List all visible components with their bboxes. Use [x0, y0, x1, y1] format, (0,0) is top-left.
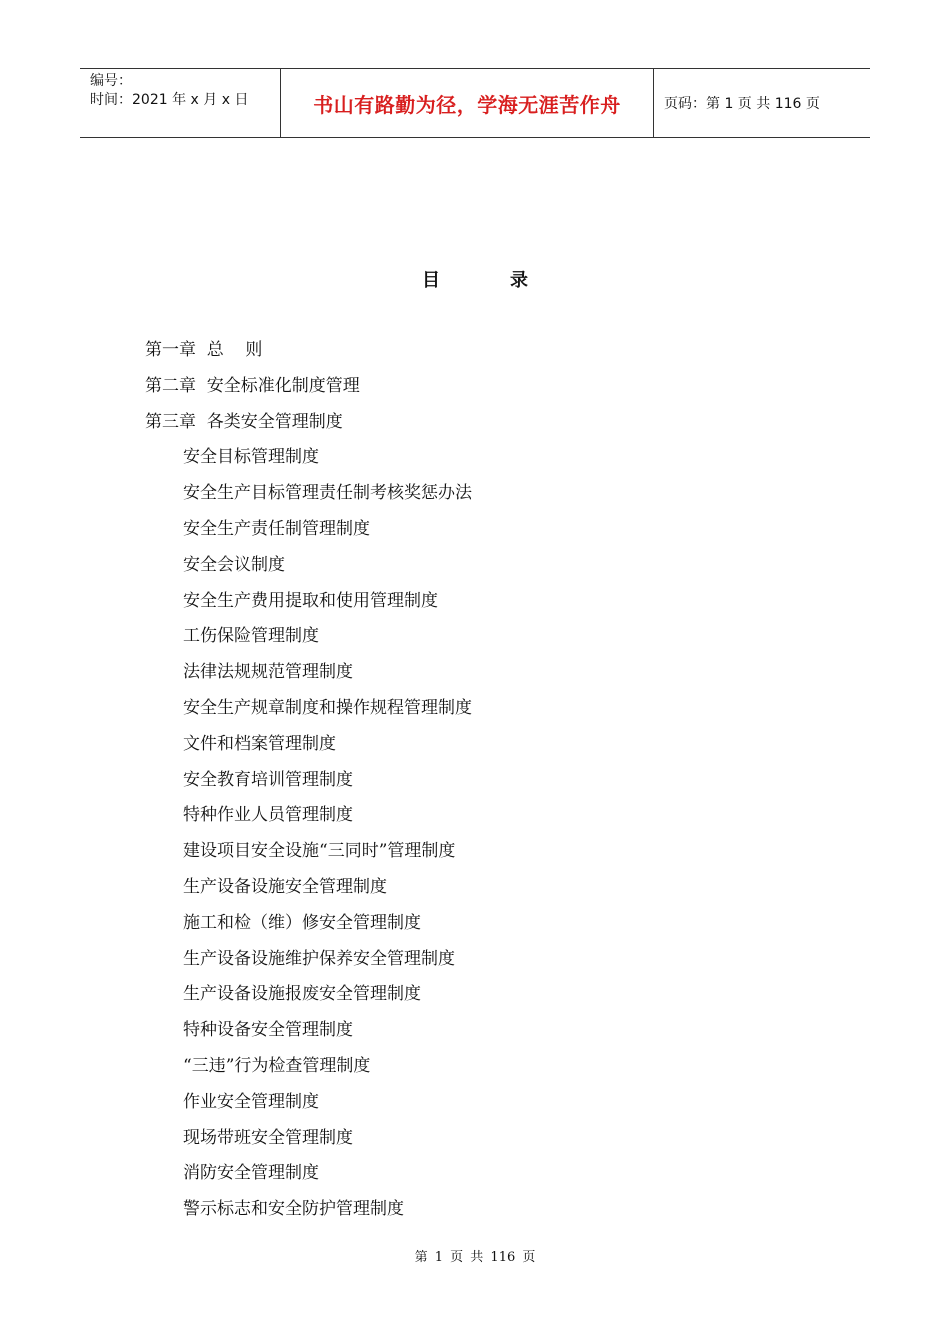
toc-section: 作业安全管理制度: [183, 1091, 319, 1112]
toc-title-char-1: 目: [422, 270, 440, 291]
toc-title-char-2: 录: [510, 270, 528, 291]
toc-section: 生产设备设施安全管理制度: [183, 876, 387, 897]
toc-section: 特种设备安全管理制度: [183, 1020, 353, 1041]
toc-section: 安全生产规章制度和操作规程管理制度: [183, 697, 472, 718]
toc-section: 警示标志和安全防护管理制度: [183, 1199, 404, 1220]
header-meta-cell: [80, 69, 281, 137]
header-page-info: 页码：第 1 页 共 116 页: [664, 96, 820, 112]
toc-section: 安全生产目标管理责任制考核奖惩办法: [183, 483, 472, 504]
toc-section: 建设项目安全设施“三同时”管理制度: [183, 841, 456, 862]
toc-section: 文件和档案管理制度: [183, 733, 336, 754]
toc-section: 安全会议制度: [183, 554, 285, 575]
toc-section: 消防安全管理制度: [183, 1163, 319, 1184]
toc-section: 安全生产费用提取和使用管理制度: [183, 590, 438, 611]
toc-section: 特种作业人员管理制度: [183, 805, 353, 826]
toc-section: 安全生产责任制管理制度: [183, 518, 370, 539]
toc-chapter: 第一章 总 则: [145, 340, 263, 360]
toc-section: 安全教育培训管理制度: [183, 769, 353, 790]
toc-section: 现场带班安全管理制度: [183, 1127, 353, 1148]
toc-section: “三违”行为检查管理制度: [183, 1055, 371, 1076]
toc-chapter: 第二章 安全标准化制度管理: [145, 375, 360, 396]
toc-section: 生产设备设施报废安全管理制度: [183, 984, 421, 1005]
table-of-contents: [145, 333, 472, 1228]
document-time-label: 时间：2021 年 x 月 x 日: [90, 92, 249, 108]
document-header: [80, 68, 870, 138]
toc-section: 工伤保险管理制度: [183, 626, 319, 647]
page-footer: 第 1 页 共 116 页: [414, 1250, 536, 1265]
toc-section: 法律法规规范管理制度: [183, 662, 353, 683]
toc-section: 施工和检（维）修安全管理制度: [183, 912, 421, 933]
document-number-label: 编号：: [90, 73, 132, 89]
toc-section: 生产设备设施维护保养安全管理制度: [183, 948, 455, 969]
toc-title: [0, 266, 950, 292]
toc-chapter: 第三章 各类安全管理制度: [145, 411, 343, 432]
toc-section: 安全目标管理制度: [183, 447, 319, 468]
header-motto: 书山有路勤为径，学海无涯苦作舟: [281, 69, 654, 137]
